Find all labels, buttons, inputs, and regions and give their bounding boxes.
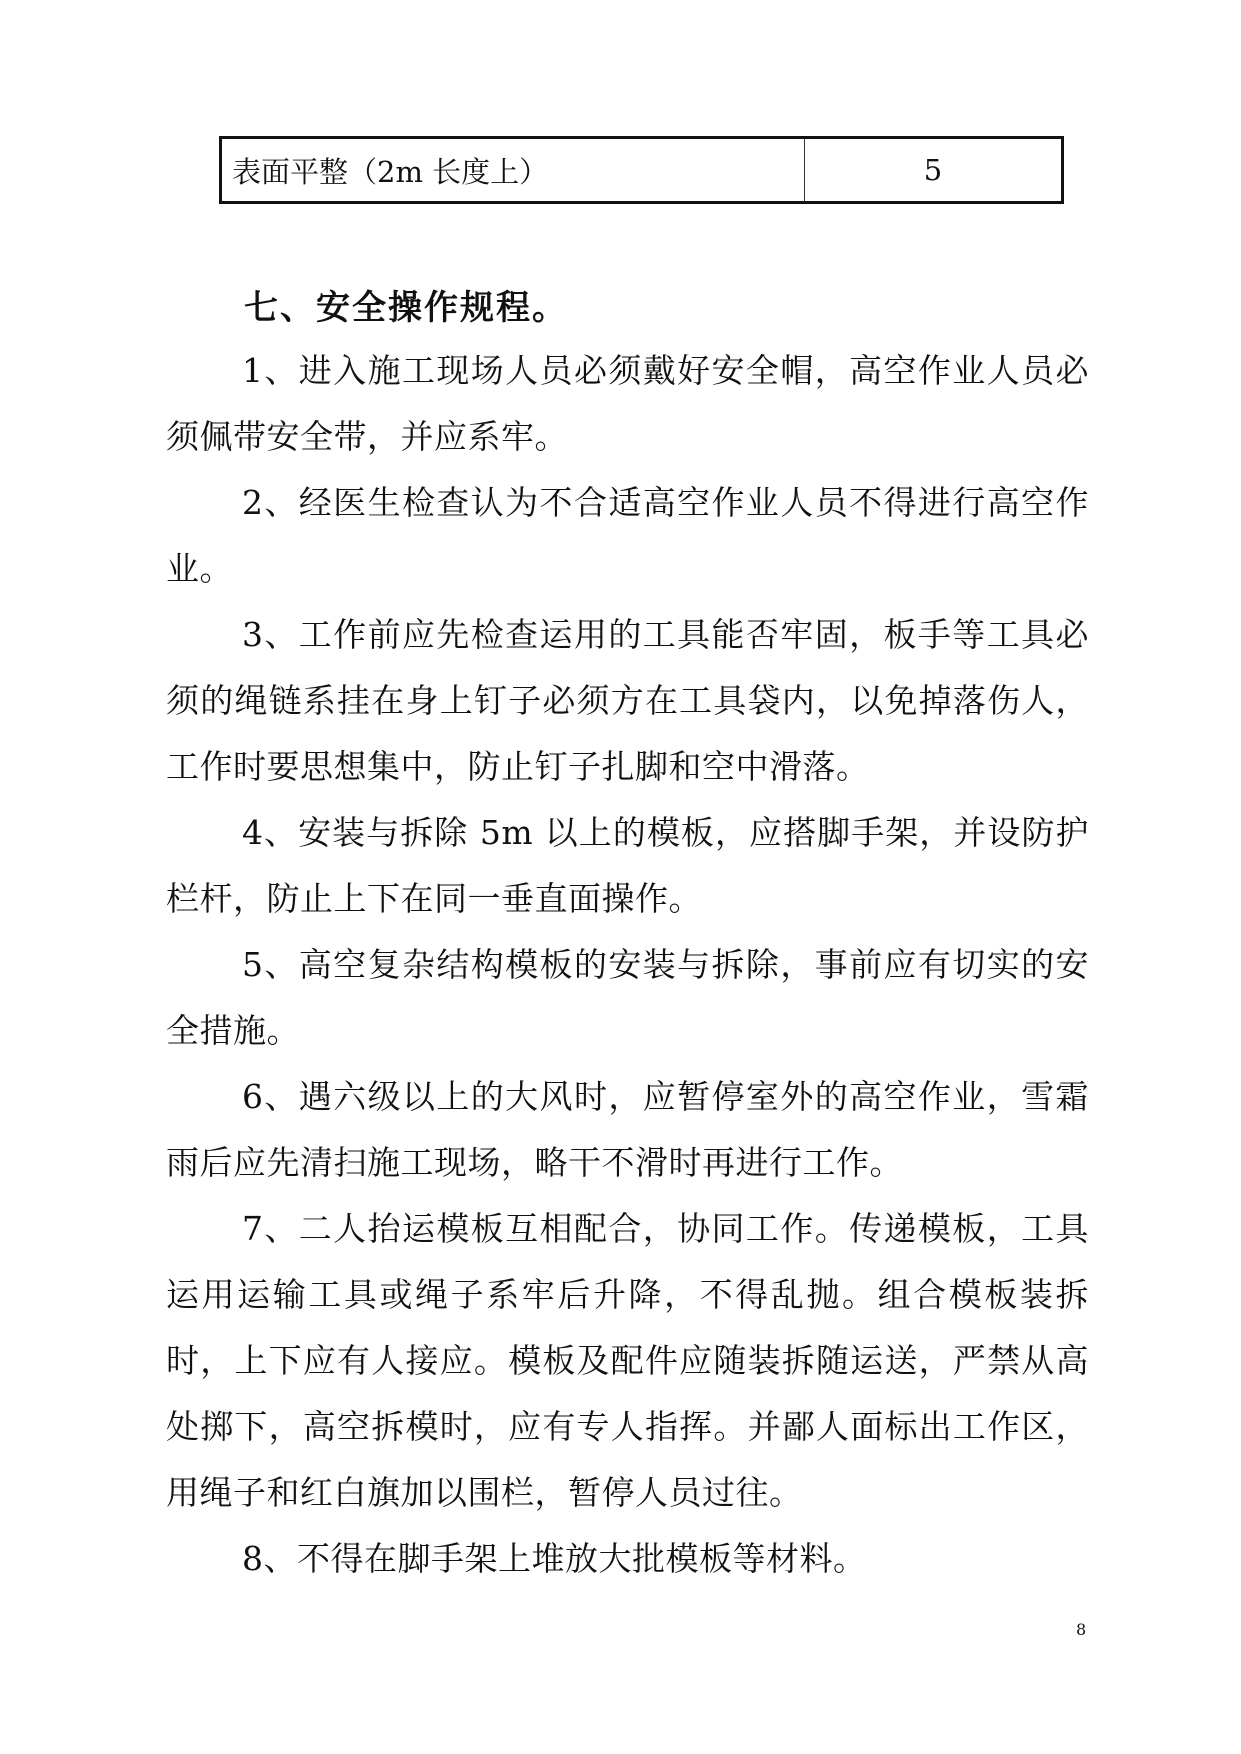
section-title: 七、安全操作规程。	[244, 288, 568, 328]
table-cell-value: 5	[805, 138, 1063, 203]
tolerance-table	[219, 136, 1064, 204]
rule-paragraph: 4、安装与拆除 5m 以上的模板，应搭脚手架，并设防护栏杆，防止上下在同一垂直面操作。	[166, 813, 1089, 918]
rule-paragraph: 2、经医生检查认为不合适高空作业人员不得进行高空作业。	[166, 483, 1089, 588]
rule-paragraph: 3、工作前应先检查运用的工具能否牢固，板手等工具必须的绳链系挂在身上钉子必须方在工具袋内，以免掉落伤人，工作时要思想集中，防止钉子扎脚和空中滑落。	[166, 615, 1089, 786]
rule-paragraph: 6、遇六级以上的大风时，应暂停室外的高空作业，雪霜雨后应先清扫施工现场，略干不滑时再进行工作。	[166, 1077, 1089, 1182]
rule-paragraph: 1、进入施工现场人员必须戴好安全帽，高空作业人员必须佩带安全带，并应系牢。	[166, 351, 1089, 456]
rule-paragraph: 5、高空复杂结构模板的安装与拆除，事前应有切实的安全措施。	[166, 945, 1089, 1050]
table-cell-item: 表面平整（2m 长度上）	[221, 138, 805, 203]
table-row	[221, 138, 1063, 203]
rules-list	[166, 338, 1089, 1592]
rule-paragraph: 7、二人抬运模板互相配合，协同工作。传递模板，工具运用运输工具或绳子系牢后升降，不得乱抛。组合模板装拆时，上下应有人接应。模板及配件应随装拆随运送，严禁从高处掷下，高空拆模时，应有专人指挥。并鄙人面标出工作区，用绳子和红白旗加以围栏，暂停人员过往。	[166, 1209, 1089, 1512]
rule-paragraph: 8、不得在脚手架上堆放大批模板等材料。	[242, 1539, 867, 1578]
page-number: 8	[1076, 1620, 1087, 1639]
